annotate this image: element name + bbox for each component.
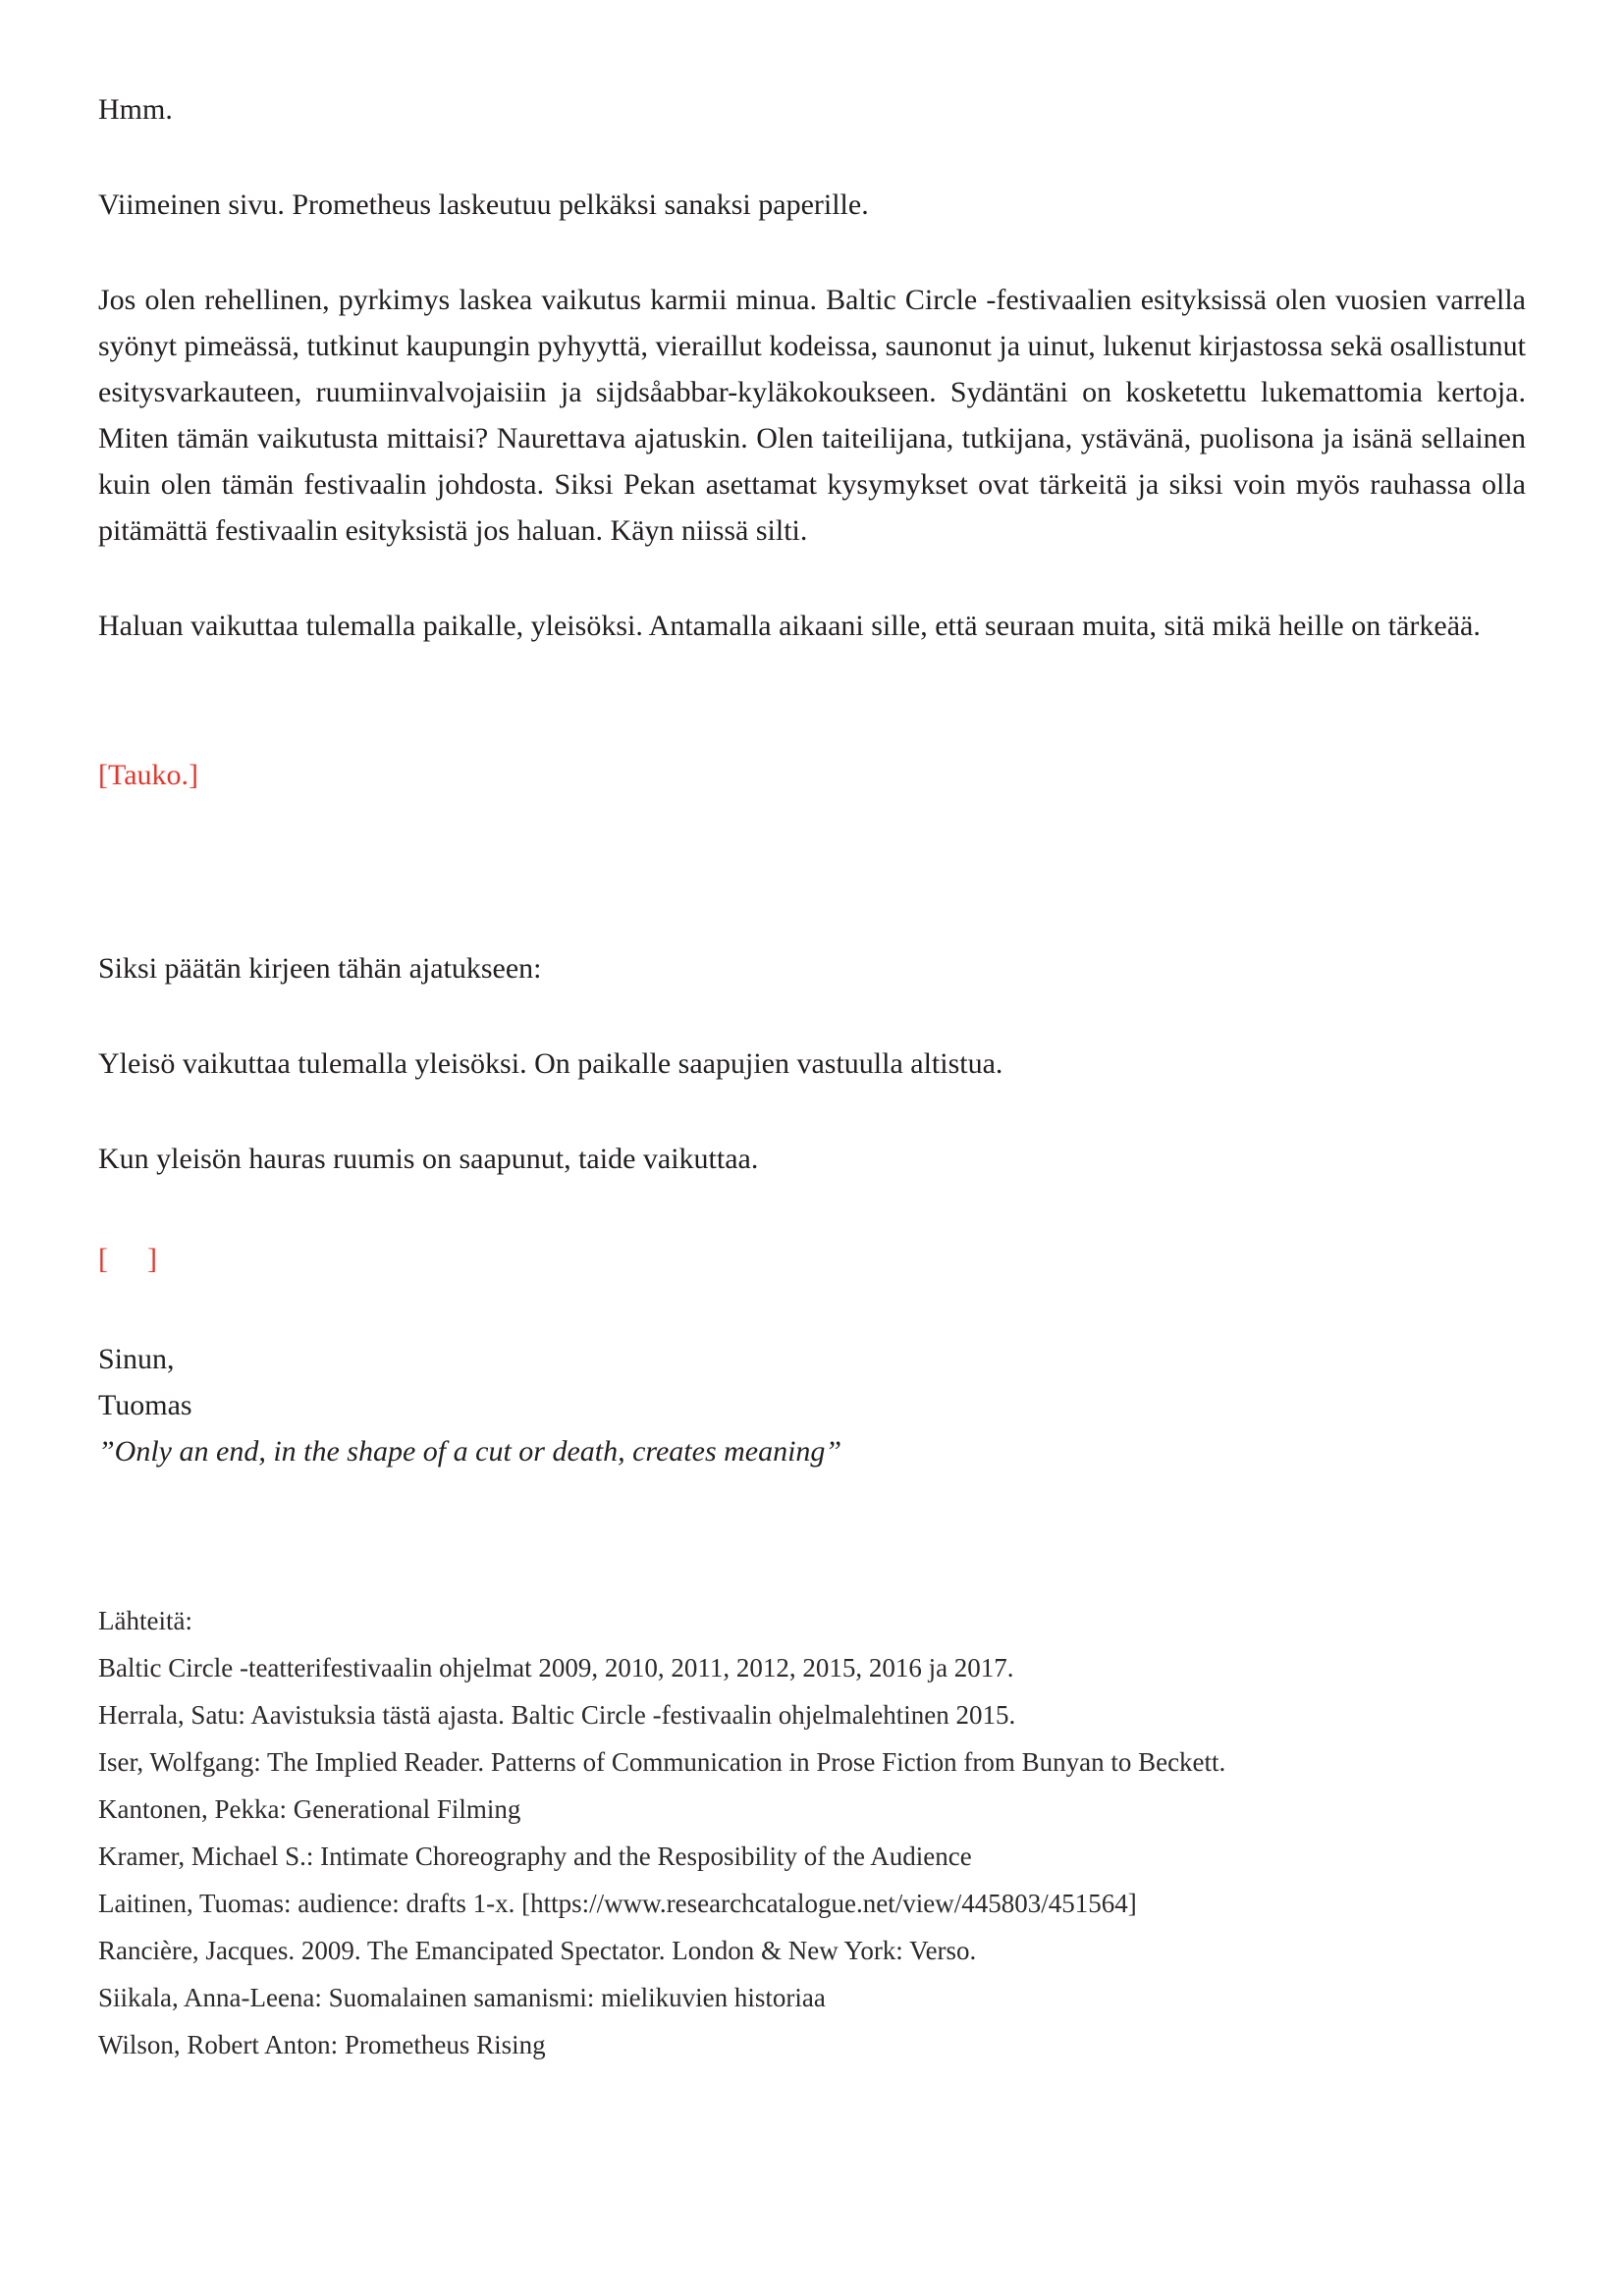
paragraph: Yleisö vaikuttaa tulemalla yleisöksi. On paikalle saapujien vastuulla altistua. — [98, 1047, 1003, 1080]
signature-line: Sinun, — [98, 1343, 175, 1375]
source-item: Herrala, Satu: Aavistuksia tästä ajasta. Baltic Circle -festivaalin ohjelmalehtinen 2015. — [98, 1700, 1016, 1730]
source-item: Laitinen, Tuomas: audience: drafts 1-x. [https://www.researchcatalogue.net/view/445803/451564] — [98, 1889, 1137, 1918]
signature-block — [98, 1336, 1526, 1428]
source-item: Iser, Wolfgang: The Implied Reader. Patterns of Communication in Prose Fiction from Bunyan to Beckett. — [98, 1747, 1226, 1777]
source-item: Rancière, Jacques. 2009. The Emancipated Spectator. London & New York: Verso. — [98, 1936, 977, 1965]
source-item: Baltic Circle -teatterifestivaalin ohjelmat 2009, 2010, 2011, 2012, 2015, 2016 ja 2017. — [98, 1653, 1014, 1682]
sources-heading: Lähteitä: — [98, 1606, 192, 1635]
letter-body — [98, 86, 1526, 1474]
source-item: Kantonen, Pekka: Generational Filming — [98, 1794, 521, 1824]
source-item: Siikala, Anna-Leena: Suomalainen samanismi: mielikuvien historiaa — [98, 1983, 826, 2012]
paragraph: Viimeinen sivu. Prometheus laskeutuu pelkäksi sanaksi paperille. — [98, 188, 869, 221]
closing-quote: ”Only an end, in the shape of a cut or death, creates meaning” — [98, 1435, 842, 1468]
source-item: Kramer, Michael S.: Intimate Choreography and the Resposibility of the Audience — [98, 1842, 972, 1871]
empty-bracket-marker: [ ] — [98, 1243, 159, 1275]
paragraph: Jos olen rehellinen, pyrkimys laskea vaikutus karmii minua. Baltic Circle -festivaalien esityksissä olen vuosien varrella syönyt pimeässä, tutkinut kaupungin pyhyyttä, vieraillut kodeissa, saunonut ja uinut, lukenut kirjastossa sekä osallistunut esitysvarkauteen, ruumiinvalvojaisiin ja sijdsåabbar-kyläkokoukseen. Sydäntäni on kosketettu lukemattomia kertoja. Miten tämän vaikutusta mittaisi? Naurettava ajatuskin. Olen taiteilijana, tutkijana, ystävänä, puolisona ja isänä sellainen kuin olen tämän festivaalin johdosta. Siksi Pekan asettamat kysymykset ovat tärkeitä ja siksi voin myös rauhassa olla pitämättä festivaalin esityksistä jos haluan. Käyn niissä silti. — [98, 284, 1526, 547]
paragraph: Haluan vaikuttaa tulemalla paikalle, yleisöksi. Antamalla aikaani sille, että seuraan muita, sitä mikä heille on tärkeää. — [98, 610, 1481, 642]
paragraph: Hmm. — [98, 93, 173, 126]
paragraph: Kun yleisön hauras ruumis on saapunut, taide vaikuttaa. — [98, 1143, 759, 1175]
source-item: Wilson, Robert Anton: Prometheus Rising — [98, 2030, 546, 2059]
sources-section — [98, 1597, 1526, 2068]
paragraph: Siksi päätän kirjeen tähän ajatukseen: — [98, 952, 542, 985]
pause-marker: [Tauko.] — [98, 759, 199, 791]
signature-name: Tuomas — [98, 1389, 192, 1421]
